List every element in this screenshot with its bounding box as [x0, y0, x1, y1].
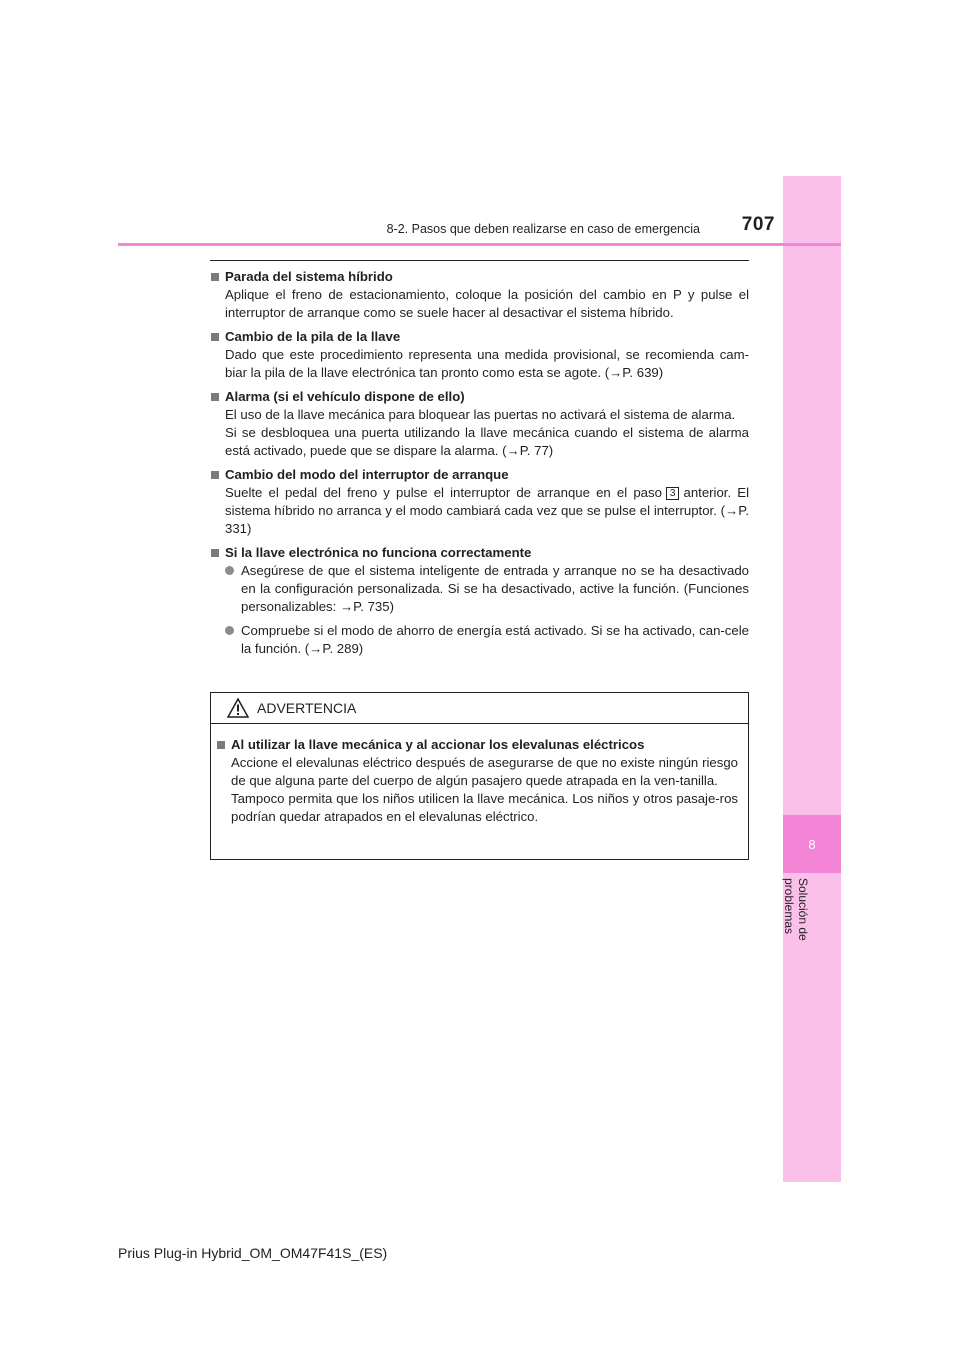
square-bullet-icon — [211, 471, 219, 479]
section-modo — [211, 466, 749, 538]
warning-paragraph: Accione el elevalunas eléctrico después de asegurarse de que no existe ningún riesgo de que alguna parte del cuerpo de algún pasajero quede atrapada en la ven-tanilla. — [231, 755, 738, 788]
page-number: 707 — [741, 214, 775, 235]
section-parada — [211, 268, 749, 322]
section-llave-electronica — [211, 544, 749, 658]
warning-paragraph: Tampoco permita que los niños utilicen la llave mecánica. Los niños y otros pasaje-ros podrían quedar atrapados en el elevalunas eléctrico. — [231, 791, 738, 824]
paragraph-text: anterior. El sistema híbrido no arranca y el modo cambiará cada vez que se pulse el interruptor. (→P. 331) — [225, 485, 750, 536]
chapter-tab: 8 — [783, 815, 841, 873]
list-item — [211, 562, 749, 616]
section-paragraph: Dado que este procedimiento representa una medida provisional, se recomienda cam-biar la pila de la llave electrónica tan pronto como esta se agote. (→P. 639) — [225, 347, 749, 380]
square-bullet-icon — [217, 741, 225, 749]
warning-box — [210, 692, 749, 860]
header-rule — [118, 243, 841, 246]
list-item-text: Asegúrese de que el sistema inteligente de entrada y arranque no se ha desactivado en la configuración personalizada. Si se ha desactivado, active la función. (Funciones personalizables: →P. 735) — [241, 563, 749, 614]
section-heading: Si la llave electrónica no funciona correctamente — [225, 545, 532, 560]
section-paragraph: El uso de la llave mecánica para bloquear las puertas no activará el sistema de alarma. — [225, 407, 736, 422]
section-title: 8-2. Pasos que deben realizarse en caso de emergencia — [386, 222, 700, 236]
footer-model-code: Prius Plug-in Hybrid_OM_OM47F41S_(ES) — [118, 1245, 388, 1261]
square-bullet-icon — [211, 393, 219, 401]
section-paragraph: Aplique el freno de estacionamiento, coloque la posición del cambio en P y pulse el interruptor de arranque como se suele hacer al desactivar el sistema híbrido. — [225, 287, 749, 320]
square-bullet-icon — [211, 333, 219, 341]
section-alarma — [211, 388, 749, 460]
section-paragraph: Si se desbloquea una puerta utilizando la llave mecánica cuando el sistema de alarma está activado, puede que se dispare la alarma. (→P. 77) — [225, 425, 749, 458]
main-content — [211, 268, 749, 664]
square-bullet-icon — [211, 549, 219, 557]
section-pila — [211, 328, 749, 382]
section-heading: Parada del sistema híbrido — [225, 269, 393, 284]
list-item — [211, 622, 749, 658]
section-heading: Cambio de la pila de la llave — [225, 329, 401, 344]
content-top-rule — [210, 260, 749, 261]
step-reference-box: 3 — [666, 487, 680, 500]
chapter-tab-label: Solución de problemas — [782, 878, 810, 941]
warning-body — [211, 724, 748, 826]
paragraph-text: Suelte el pedal del freno y pulse el interruptor de arranque en el paso — [225, 485, 662, 500]
warning-label: ADVERTENCIA — [257, 700, 357, 716]
warning-title: Al utilizar la llave mecánica y al accionar los elevalunas eléctricos — [231, 737, 645, 752]
list-item-text: Compruebe si el modo de ahorro de energía está activado. Si se ha activado, can-cele la función. (→P. 289) — [241, 623, 749, 656]
side-tab-strip — [783, 176, 841, 1182]
square-bullet-icon — [211, 273, 219, 281]
section-paragraph — [225, 484, 749, 538]
section-heading: Cambio del modo del interruptor de arranque — [225, 467, 509, 482]
warning-header — [211, 693, 748, 724]
warning-triangle-icon — [227, 698, 249, 718]
section-heading: Alarma (si el vehículo dispone de ello) — [225, 389, 465, 404]
round-bullet-icon — [225, 626, 234, 635]
round-bullet-icon — [225, 566, 234, 575]
